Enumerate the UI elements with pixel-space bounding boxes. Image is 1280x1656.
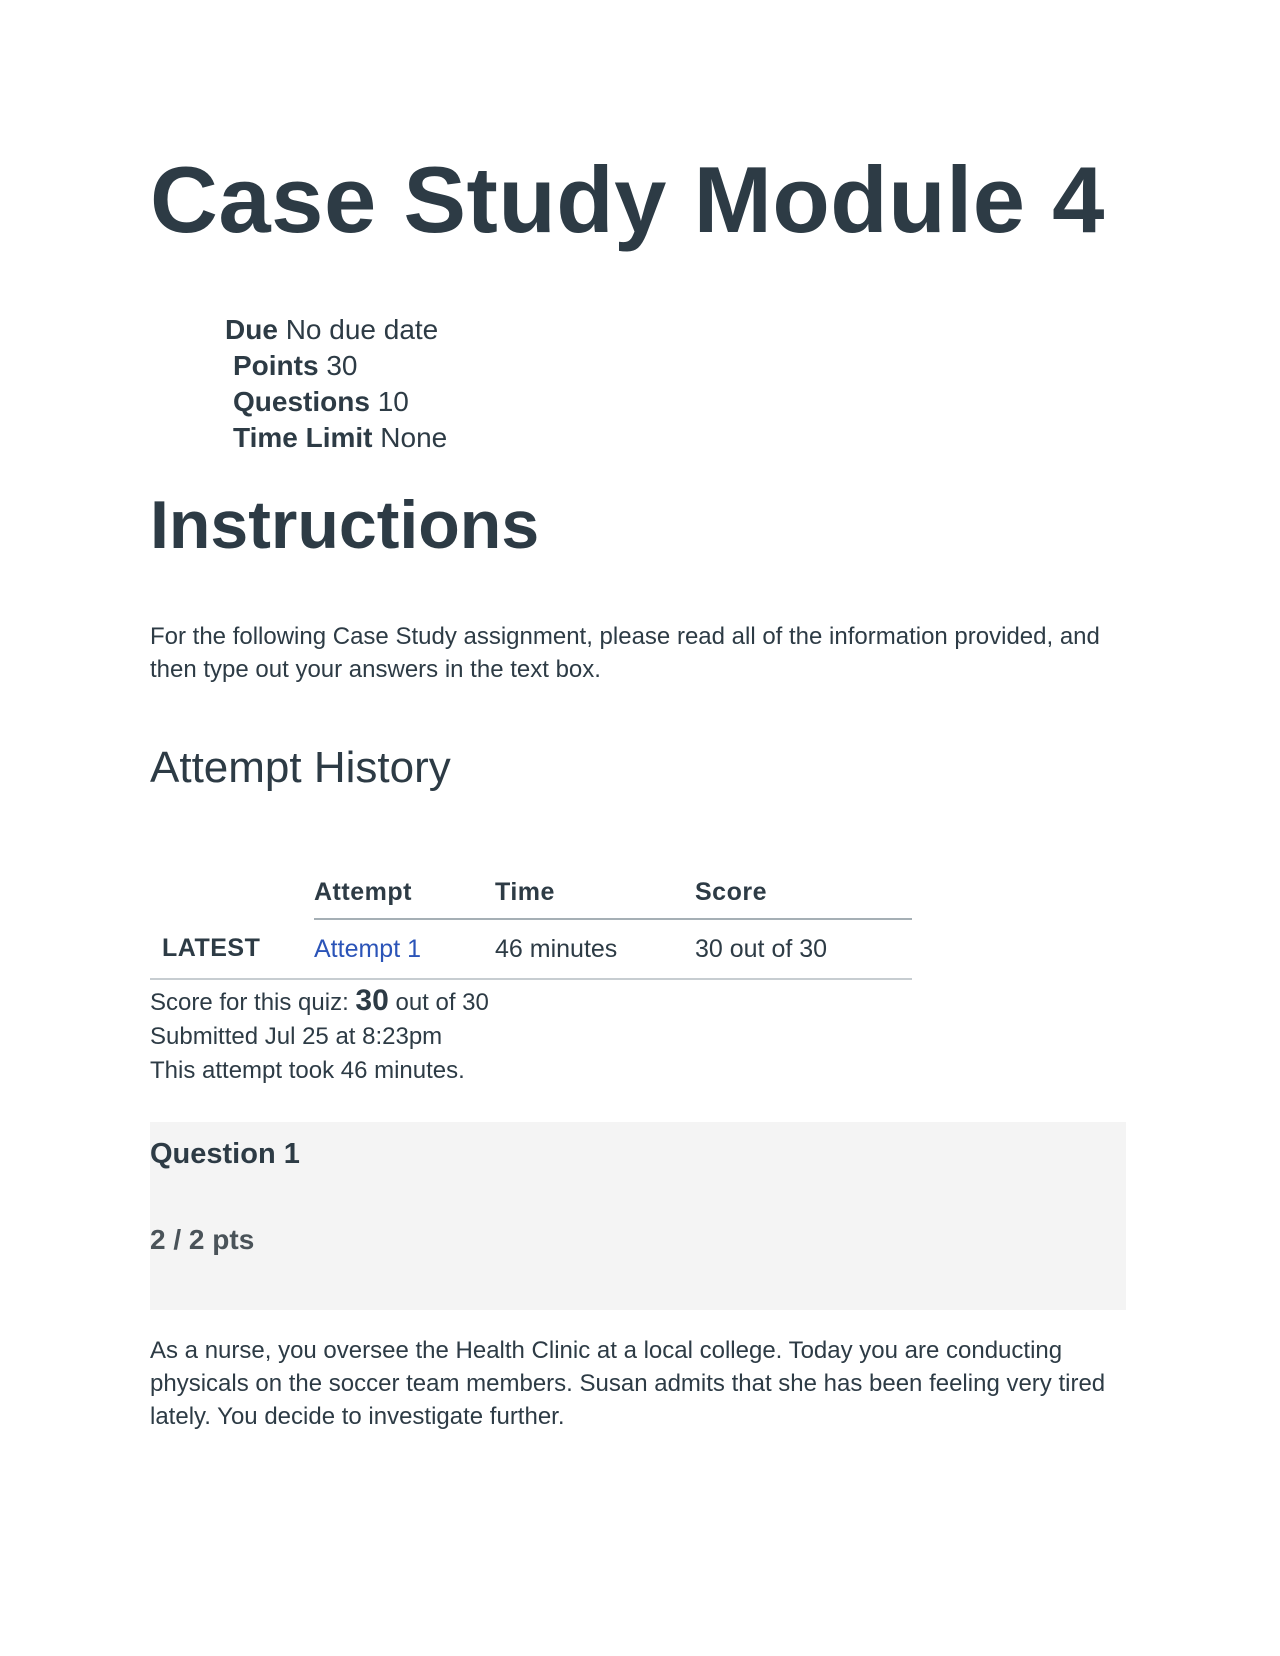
duration-line: This attempt took 46 minutes. <box>150 1057 465 1084</box>
attempt-history-table <box>150 866 912 980</box>
page-title: Case Study Module 4 <box>150 147 1105 252</box>
table-header-row <box>150 866 912 919</box>
due-row <box>225 312 447 348</box>
submitted-line: Submitted Jul 25 at 8:23pm <box>150 1023 443 1050</box>
question-points: 2 / 2 pts <box>150 1224 255 1255</box>
question-text: As a nurse, you oversee the Health Clinic at a local college. Today you are conducting physicals on the soccer team members. Susan admits that she has been feeling very tired lately. You decide to investigate further. <box>150 1337 1106 1430</box>
time-cell: 46 minutes <box>495 919 695 979</box>
attempt-cell <box>314 919 495 979</box>
questions-label: Questions <box>233 386 370 417</box>
column-header-attempt: Attempt <box>314 866 495 919</box>
due-label: Due <box>225 314 278 345</box>
question-header <box>150 1122 1126 1310</box>
attempt-summary <box>150 984 489 1088</box>
points-value: 30 <box>326 350 358 381</box>
quiz-score-line <box>150 984 489 1020</box>
column-header-time: Time <box>495 866 695 919</box>
score-cell: 30 out of 30 <box>695 919 912 979</box>
time-limit-row <box>225 420 447 456</box>
column-header-score: Score <box>695 866 912 919</box>
questions-row <box>225 384 447 420</box>
quiz-details <box>225 312 447 456</box>
points-row <box>225 348 447 384</box>
time-limit-label: Time Limit <box>233 422 373 453</box>
time-limit-value: None <box>380 422 448 453</box>
table-header-blank <box>150 866 314 919</box>
attempt-history-heading: Attempt History <box>150 743 451 792</box>
instructions-heading: Instructions <box>150 487 540 563</box>
latest-label: LATEST <box>150 919 314 979</box>
instructions-text: For the following Case Study assignment, please read all of the information provided, and then type out your answers in the text box. <box>150 623 1100 683</box>
questions-value: 10 <box>377 386 409 417</box>
points-label: Points <box>233 350 319 381</box>
score-suffix: out of 30 <box>388 989 489 1016</box>
score-value: 30 <box>355 984 389 1017</box>
due-value: No due date <box>285 314 439 345</box>
question-title: Question 1 <box>150 1138 300 1170</box>
table-row <box>150 919 912 979</box>
score-prefix: Score for this quiz: <box>150 989 356 1016</box>
attempt-1-link[interactable]: Attempt 1 <box>314 934 421 963</box>
